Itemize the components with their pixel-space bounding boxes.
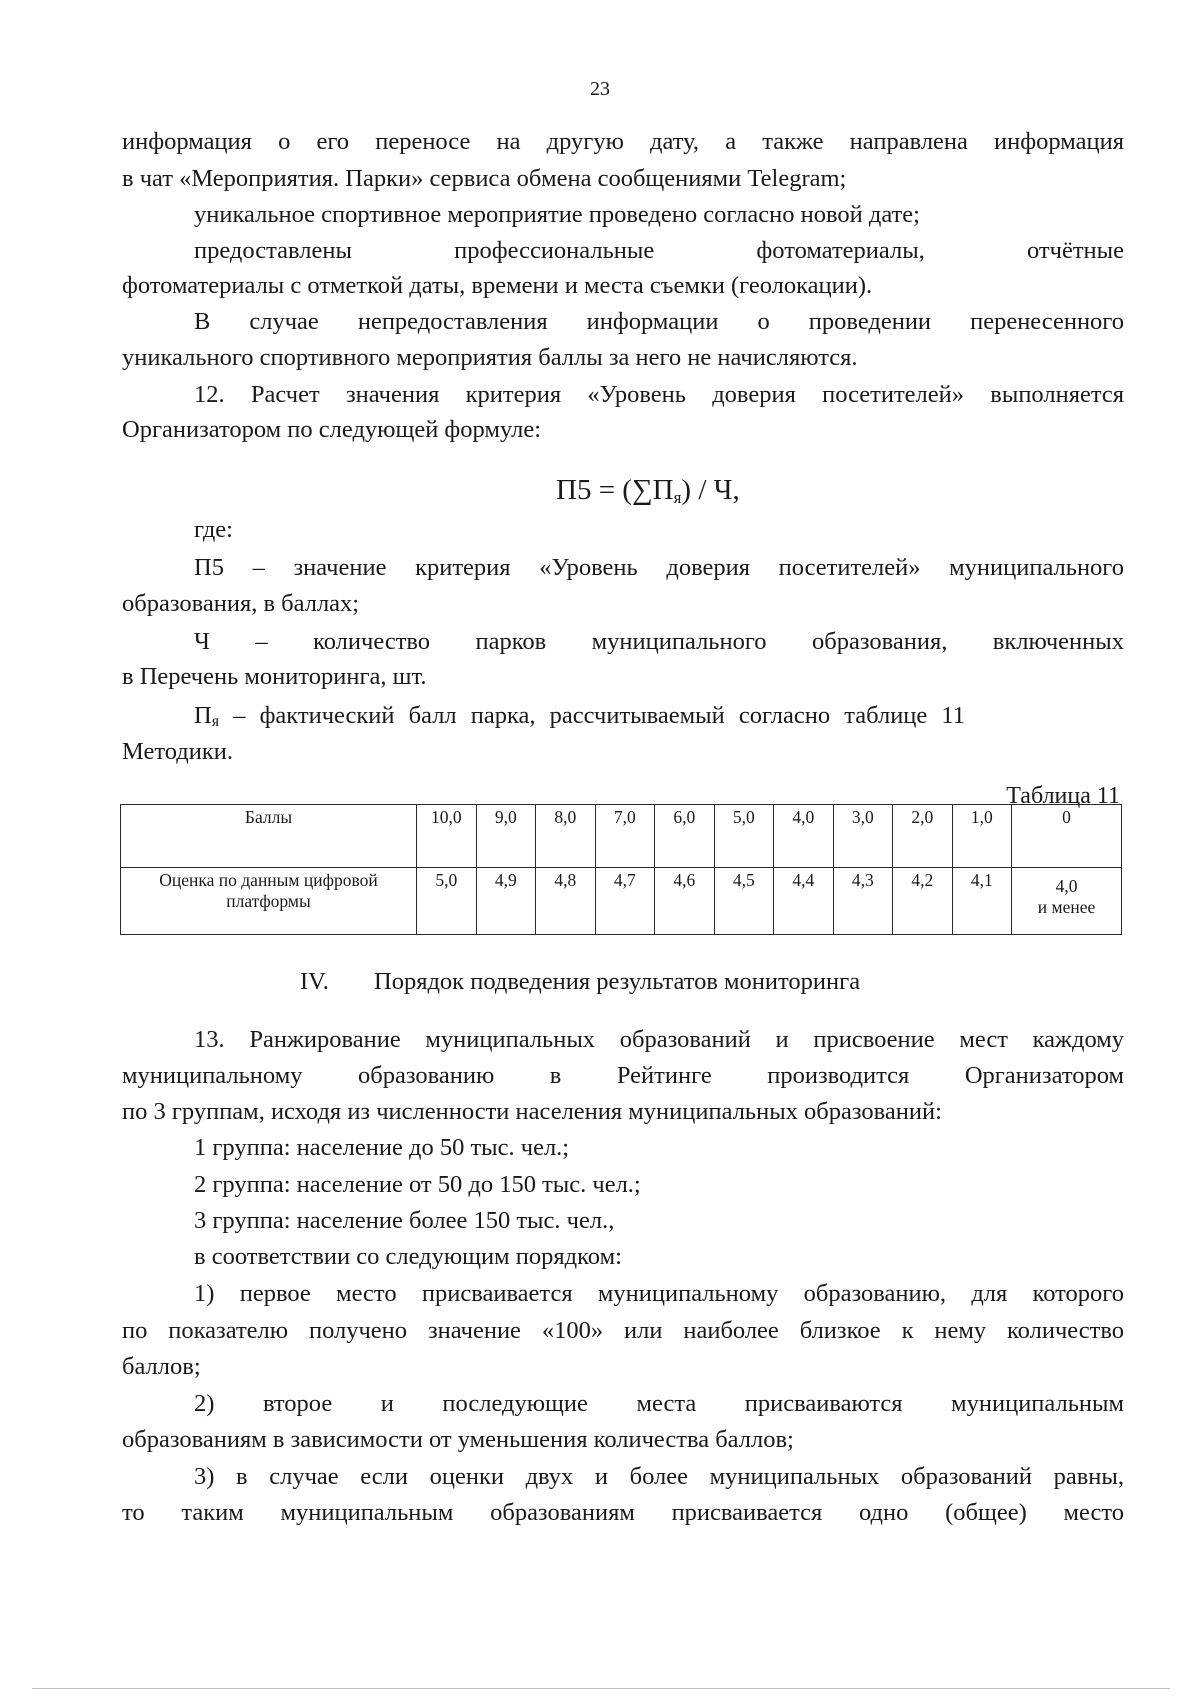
scan-edge-line: [32, 1688, 1170, 1689]
table-row: [121, 868, 1122, 935]
paragraph-line: уникального спортивного мероприятия баллы за него не начисляются.: [122, 344, 858, 371]
paragraph-line: баллов;: [122, 1353, 201, 1380]
paragraph-line: образования, в баллах;: [122, 590, 360, 617]
table-cell: 9,0: [476, 805, 536, 868]
table-cell: 5,0: [417, 868, 477, 935]
table-cell: 4,5: [714, 868, 774, 935]
paragraph-line: 12. Расчет значения критерия «Уровень доверия посетителей» выполняется: [194, 381, 1124, 408]
table-cell: 4,2: [893, 868, 953, 935]
table-cell: 5,0: [714, 805, 774, 868]
paragraph-line: 1 группа: население до 50 тыс. чел.;: [194, 1134, 570, 1161]
table-cell: 4,0: [774, 805, 834, 868]
table-cell: 8,0: [536, 805, 596, 868]
formula-sub: я: [673, 488, 682, 507]
paragraph-line: В случае непредоставления информации о проведении перенесенного: [194, 308, 1124, 335]
table-cell: 2,0: [893, 805, 953, 868]
table-cell: 7,0: [595, 805, 655, 868]
table-cell: 10,0: [417, 805, 477, 868]
table-row: [121, 805, 1122, 868]
table-caption: Таблица 11: [1006, 783, 1120, 809]
table-cell: 4,3: [833, 868, 893, 935]
paragraph-line: [194, 701, 1124, 737]
table-cell: 0: [1012, 805, 1122, 868]
paragraph-line: фотоматериалы с отметкой даты, времени и места съемки (геолокации).: [122, 272, 873, 299]
paragraph-line: Ч – количество парков муниципального образования, включенных: [194, 628, 1124, 655]
page-number: 23: [590, 78, 610, 100]
table-cell: 4,4: [774, 868, 834, 935]
table-cell: 4,9: [476, 868, 536, 935]
paragraph-line: информация о его переносе на другую дату, а также направлена информация: [122, 128, 1124, 155]
paragraph-line: по показателю получено значение «100» или наиболее близкое к нему количество: [122, 1317, 1124, 1344]
formula: [556, 474, 740, 508]
paragraph-line: в Перечень мониторинга, шт.: [122, 663, 427, 690]
paragraph-line: 13. Ранжирование муниципальных образований и присвоение мест каждому: [194, 1026, 1124, 1053]
table-cell: 3,0: [833, 805, 893, 868]
paragraph-line: Методики.: [122, 738, 233, 765]
paragraph-line: образованиям в зависимости от уменьшения количества баллов;: [122, 1426, 794, 1453]
symbol-p: П: [194, 702, 212, 729]
paragraph-line: 2 группа: население от 50 до 150 тыс. чел.;: [194, 1171, 641, 1198]
table-cell: 1,0: [952, 805, 1012, 868]
paragraph-line: 3) в случае если оценки двух и более муниципальных образований равны,: [194, 1463, 1124, 1490]
table-cell: 4,8: [536, 868, 596, 935]
table-row-label: Оценка по данным цифровой платформы: [121, 868, 417, 935]
paragraph-line: Организатором по следующей формуле:: [122, 416, 542, 443]
paragraph-line: в чат «Мероприятия. Парки» сервиса обмена сообщениями Telegram;: [122, 165, 847, 192]
table-row-label: Баллы: [121, 805, 417, 868]
paragraph-line: в соответствии со следующим порядком:: [194, 1243, 622, 1270]
paragraph-line: 1) первое место присваивается муниципальному образованию, для которого: [194, 1280, 1124, 1307]
paragraph-line: 3 группа: население более 150 тыс. чел.,: [194, 1207, 615, 1234]
paragraph-line: то таким муниципальным образованиям присваивается одно (общее) место: [122, 1499, 1124, 1526]
symbol-sub: я: [211, 713, 220, 730]
section-title: Порядок подведения результатов мониторинга: [374, 968, 861, 995]
paragraph-line: предоставлены профессиональные фотоматериалы, отчётные: [194, 237, 1124, 264]
paragraph-line: муниципальному образованию в Рейтинге производится Организатором: [122, 1062, 1124, 1089]
formula-lhs: П5 = (∑П: [556, 474, 674, 506]
table-cell: 4,1: [952, 868, 1012, 935]
paragraph-text: – фактический балл парка, рассчитываемый согласно таблице 11: [219, 702, 966, 729]
table-cell: 4,7: [595, 868, 655, 935]
paragraph-line: П5 – значение критерия «Уровень доверия посетителей» муниципального: [194, 554, 1124, 581]
table-cell: 6,0: [655, 805, 715, 868]
scores-table: [120, 804, 1122, 935]
paragraph-line: где:: [194, 516, 233, 543]
section-number: IV.: [300, 968, 329, 995]
paragraph-line: 2) второе и последующие места присваиваются муниципальным: [194, 1390, 1124, 1417]
paragraph-line: уникальное спортивное мероприятие проведено согласно новой дате;: [194, 201, 920, 228]
formula-rhs: ) / Ч,: [681, 474, 740, 506]
table-cell: 4,6: [655, 868, 715, 935]
paragraph-line: по 3 группам, исходя из численности населения муниципальных образований:: [122, 1098, 942, 1125]
table-cell: 4,0 и менее: [1012, 868, 1122, 935]
